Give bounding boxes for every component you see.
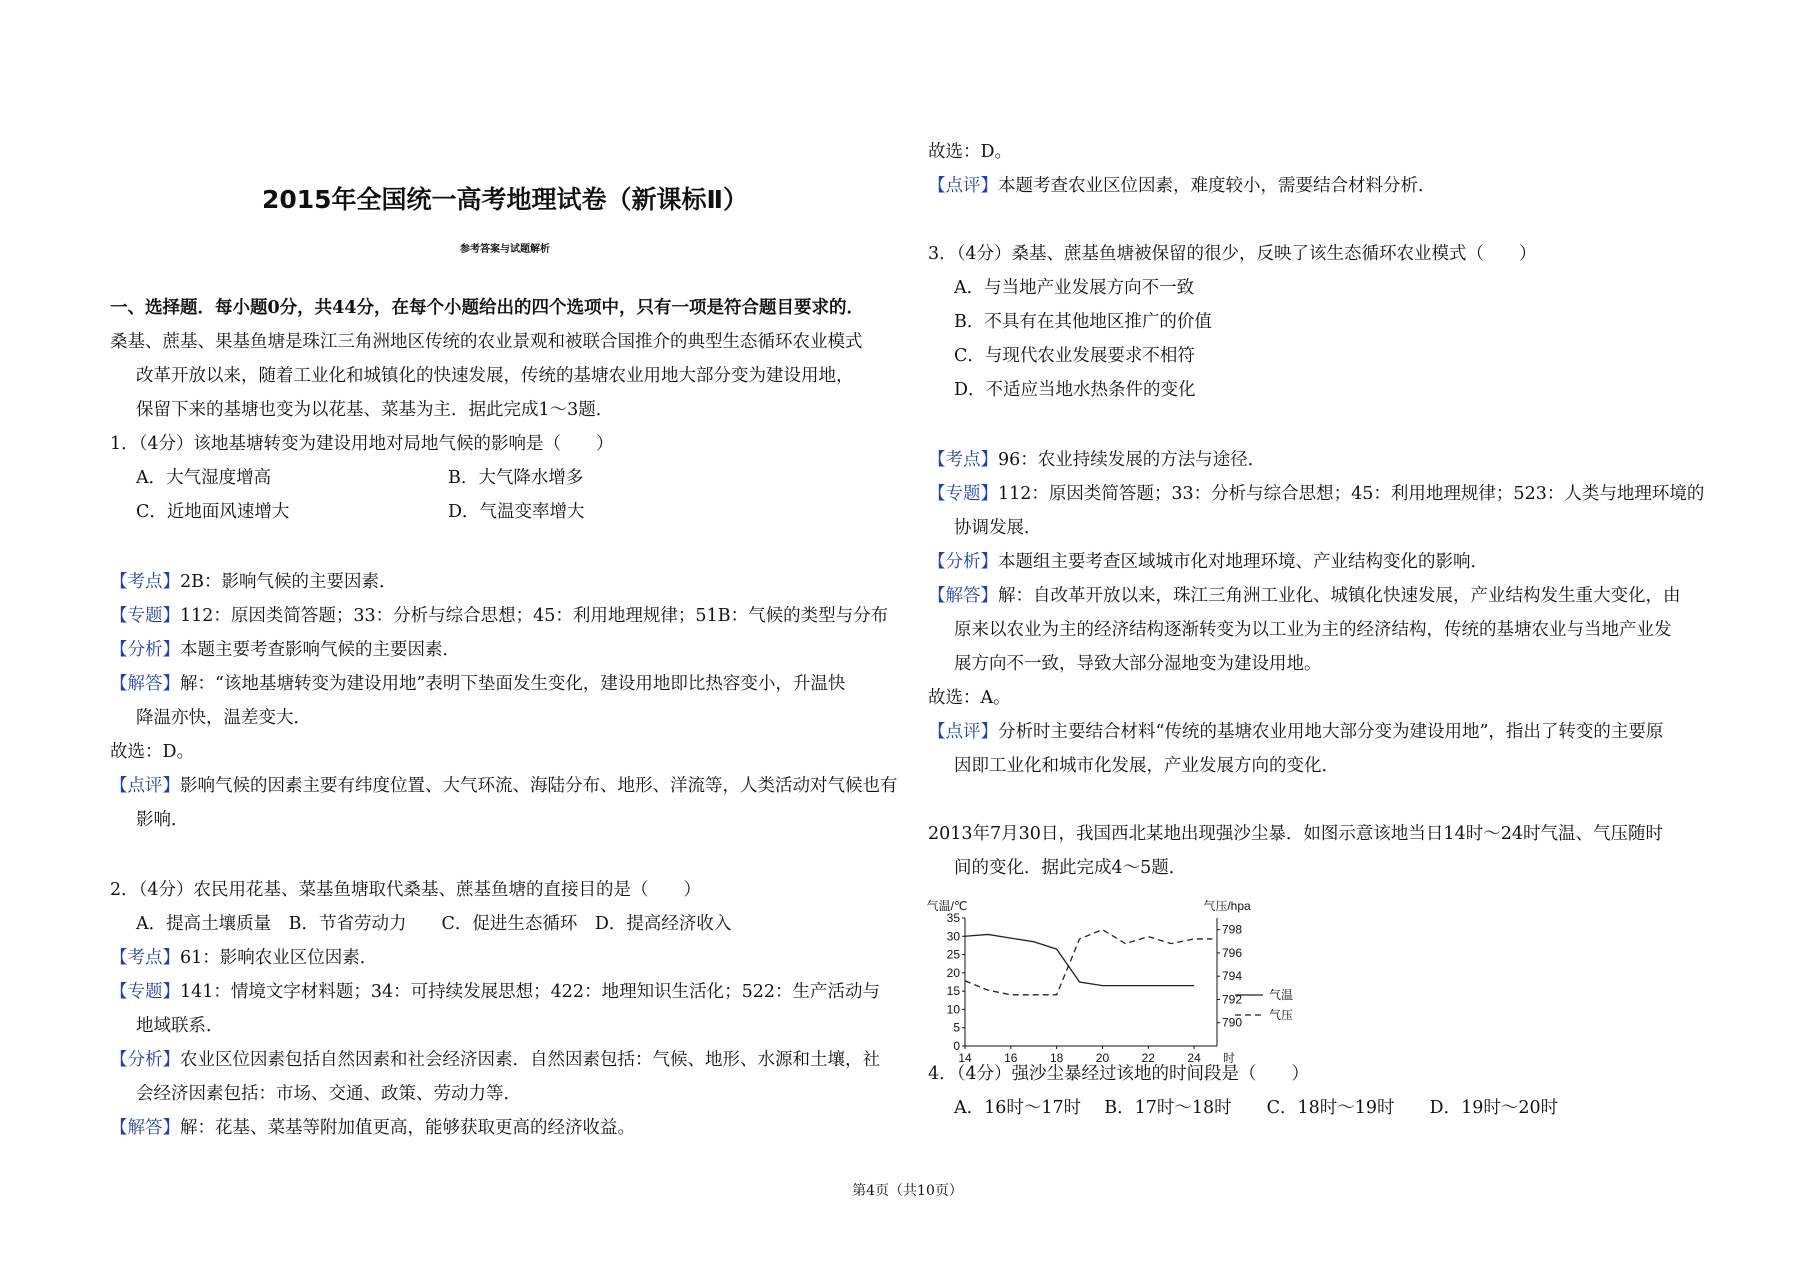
x-tick-label: 20 [1095, 1051, 1110, 1065]
line-text: 保留下来的基塘也变为以花基、菜基为主．据此完成1～3题． [136, 400, 614, 420]
text-line [110, 500, 585, 524]
section-tag: 【专题】 [110, 982, 180, 1002]
y-left-axis-label: 气温/℃ [926, 899, 968, 913]
section-tag: 【考点】 [110, 572, 180, 592]
line-text: B．不具有在其他地区推广的价值 [954, 312, 1212, 332]
text-line [928, 276, 1194, 300]
line-text: 112：原因类简答题；33：分析与综合思想；45：利用地理规律；523：人类与地理环境的 [998, 484, 1705, 504]
text-line [928, 754, 1339, 778]
line-text: 解：“该地基塘转变为建设用地”表明下垫面发生变化，建设用地即比热容变小，升温快 [180, 674, 846, 694]
y-right-tick-label: 794 [1222, 969, 1243, 984]
line-text: 展方向不一致，导致大部分湿地变为建设用地。 [954, 654, 1322, 674]
section-tag: 【点评】 [928, 722, 998, 742]
line-text: A．提高土壤质量 B．节省劳动力 C．促进生态循环 D．提高经济收入 [136, 914, 732, 934]
text-line [928, 516, 1042, 540]
text-line [928, 652, 1322, 676]
line-text: 农业区位因素包括自然因素和社会经济因素．自然因素包括：气候、地形、水源和土壤，社 [180, 1050, 880, 1070]
text-line [110, 432, 614, 456]
line-text: 本题组主要考查区域城市化对地理环境、产业结构变化的影响． [998, 552, 1488, 572]
page-footer: 第4页（共10页） [852, 1183, 963, 1199]
line-text: 61：影响农业区位因素． [180, 948, 378, 968]
text-line [928, 686, 1011, 710]
line-text: 影响． [136, 810, 189, 830]
section-tag: 【分析】 [110, 640, 180, 660]
line-text: 降温亦快，温差变大． [136, 708, 311, 728]
text-line [928, 618, 1672, 642]
legend-label: 气压 [1269, 1008, 1294, 1022]
text-line [110, 706, 311, 730]
text-line [110, 912, 731, 936]
text-line [928, 344, 1195, 368]
legend-label: 气温 [1269, 988, 1294, 1002]
option-text: B．大气降水增多 [448, 468, 584, 488]
text-line [110, 364, 854, 388]
line-text: 协调发展． [954, 518, 1042, 538]
section-tag: 【解答】 [110, 674, 180, 694]
line-text: 96：农业持续发展的方法与途径． [998, 450, 1266, 470]
line-text: 141：情境文字材料题；34：可持续发展思想；422：地理知识生活化；522：生产活动与 [180, 982, 880, 1002]
text-line [928, 378, 1196, 402]
line-text: 原来以农业为主的经济结构逐渐转变为以工业为主的经济结构，传统的基塘农业与当地产业发 [954, 620, 1672, 640]
line-text: 因即工业化和城市化发展，产业发展方向的变化． [954, 756, 1339, 776]
y-right-tick-label: 798 [1222, 922, 1243, 937]
y-left-tick-label: 10 [946, 1002, 960, 1017]
y-left-tick-label: 15 [946, 984, 960, 999]
section-tag: 【分析】 [928, 552, 998, 572]
text-line [110, 398, 613, 422]
x-tick-label: 24 [1187, 1051, 1201, 1065]
line-text: 2．（4分）农民用花基、菜基鱼塘取代桑基、蔗基鱼塘的直接目的是（ ） [110, 880, 702, 900]
section-tag: 【专题】 [928, 484, 998, 504]
text-line [110, 466, 584, 490]
line-text: 一、选择题．每小题0分，共44分，在每个小题给出的四个选项中，只有一项是符合题目要求的． [110, 298, 865, 318]
line-text: 解：花基、菜基等附加值更高，能够获取更高的经济收益。 [180, 1118, 635, 1138]
line-text: 桑基、蔗基、果基鱼塘是珠江三角洲地区传统的农业景观和被联合国推介的典型生态循环农业模式 [110, 332, 863, 352]
line-text: 会经济因素包括：市场、交通、政策、劳动力等． [136, 1084, 521, 1104]
y-left-tick-label: 20 [946, 965, 960, 980]
line-text: 故选：D。 [928, 142, 1013, 162]
text-line [110, 808, 189, 832]
section-tag: 【考点】 [928, 450, 998, 470]
text-line [110, 638, 460, 662]
line-text: C．与现代农业发展要求不相符 [954, 346, 1195, 366]
section-tag: 【专题】 [110, 606, 180, 626]
text-line [928, 174, 1436, 198]
text-line [110, 672, 845, 696]
section-tag: 【点评】 [928, 176, 998, 196]
text-line [928, 448, 1265, 472]
text-line [110, 946, 377, 970]
y-right-tick-label: 796 [1222, 945, 1243, 960]
text-line [110, 604, 888, 628]
section-tag: 【点评】 [110, 776, 180, 796]
line-text: 影响气候的因素主要有纬度位置、大气环流、海陆分布、地形、洋流等，人类活动对气候也有 [180, 776, 898, 796]
section-tag: 【考点】 [110, 948, 180, 968]
text-line [928, 856, 1186, 880]
y-right-tick-label: 790 [1222, 1015, 1243, 1030]
text-line [110, 1048, 880, 1072]
line-text: A．16时～17时 B．17时～18时 C．18时～19时 D．19时～20时 [954, 1098, 1559, 1118]
line-text: 112：原因类简答题；33：分析与综合思想；45：利用地理规律；51B：气候的类型与分布 [180, 606, 889, 626]
line-text: 故选：A。 [928, 688, 1011, 708]
section-tag: 【分析】 [110, 1050, 180, 1070]
series-line-temperature [965, 934, 1194, 985]
text-line [928, 140, 1012, 164]
text-line [928, 310, 1212, 334]
text-line [110, 1014, 224, 1038]
text-line [110, 878, 701, 902]
x-tick-label: 18 [1049, 1051, 1064, 1065]
text-line [928, 584, 1681, 608]
text-line [110, 1082, 521, 1106]
line-text: 3．（4分）桑基、蔗基鱼塘被保留的很少，反映了该生态循环农业模式（ ） [928, 244, 1537, 264]
x-tick-label: 22 [1141, 1051, 1155, 1065]
line-text: 1．（4分）该地基塘转变为建设用地对局地气候的影响是（ ） [110, 434, 614, 454]
line-text: A．与当地产业发展方向不一致 [954, 278, 1195, 298]
line-text: D．不适应当地水热条件的变化 [954, 380, 1196, 400]
line-text: 故选：D。 [110, 742, 195, 762]
text-line [110, 1116, 635, 1140]
y-left-tick-label: 5 [953, 1020, 960, 1035]
section-tag: 【解答】 [110, 1118, 180, 1138]
paper-title: 2015年全国统一高考地理试卷（新课标Ⅱ） [261, 185, 749, 214]
text-line [110, 330, 863, 354]
y-right-axis-label: 气压/hpa [1203, 899, 1251, 913]
text-line [928, 482, 1704, 506]
line-text: 改革开放以来，随着工业化和城镇化的快速发展，传统的基塘农业用地大部分变为建设用地， [136, 366, 854, 386]
line-text: 地域联系． [136, 1016, 224, 1036]
y-right-tick-label: 792 [1222, 992, 1243, 1007]
text-line [110, 570, 397, 594]
x-axis-label: 时 [1222, 1051, 1236, 1065]
text-line [110, 774, 898, 798]
x-tick-label: 16 [1004, 1051, 1018, 1065]
temperature-pressure-chart [925, 890, 1325, 1070]
text-line [928, 720, 1663, 744]
line-text: 间的变化．据此完成4～5题． [954, 858, 1187, 878]
line-text: 2B：影响气候的主要因素． [180, 572, 397, 592]
text-line [928, 242, 1537, 266]
text-line [928, 1096, 1558, 1120]
section-tag: 【解答】 [928, 586, 998, 606]
y-left-tick-label: 25 [946, 947, 960, 962]
paper-subtitle: 参考答案与试题解析 [460, 244, 550, 255]
line-text: 分析时主要结合材料“传统的基塘农业用地大部分变为建设用地”，指出了转变的主要原 [998, 722, 1664, 742]
line-text: 本题主要考查影响气候的主要因素． [180, 640, 460, 660]
text-line [110, 296, 864, 320]
x-tick-label: 14 [958, 1051, 972, 1065]
line-text: 解：自改革开放以来，珠江三角洲工业化、城镇化快速发展，产业结构发生重大变化，由 [998, 586, 1681, 606]
text-line [110, 740, 194, 764]
line-text: A．大气湿度增高 [136, 468, 272, 488]
text-line [928, 550, 1488, 574]
y-left-tick-label: 30 [946, 929, 960, 944]
line-text: 4．（4分）强沙尘暴经过该地的时间段是（ ） [928, 1064, 1310, 1084]
text-line [110, 980, 880, 1004]
line-text: C．近地面风速增大 [136, 502, 290, 522]
line-text: 2013年7月30日，我国西北某地出现强沙尘暴．如图示意该地当日14时～24时气温、气压随时 [928, 824, 1663, 844]
y-left-tick-label: 35 [946, 911, 960, 925]
line-text: 本题考查农业区位因素，难度较小，需要结合材料分析． [998, 176, 1436, 196]
y-left-tick-label: 0 [953, 1039, 960, 1053]
option-text: D．气温变率增大 [448, 502, 585, 522]
text-line [928, 822, 1663, 846]
